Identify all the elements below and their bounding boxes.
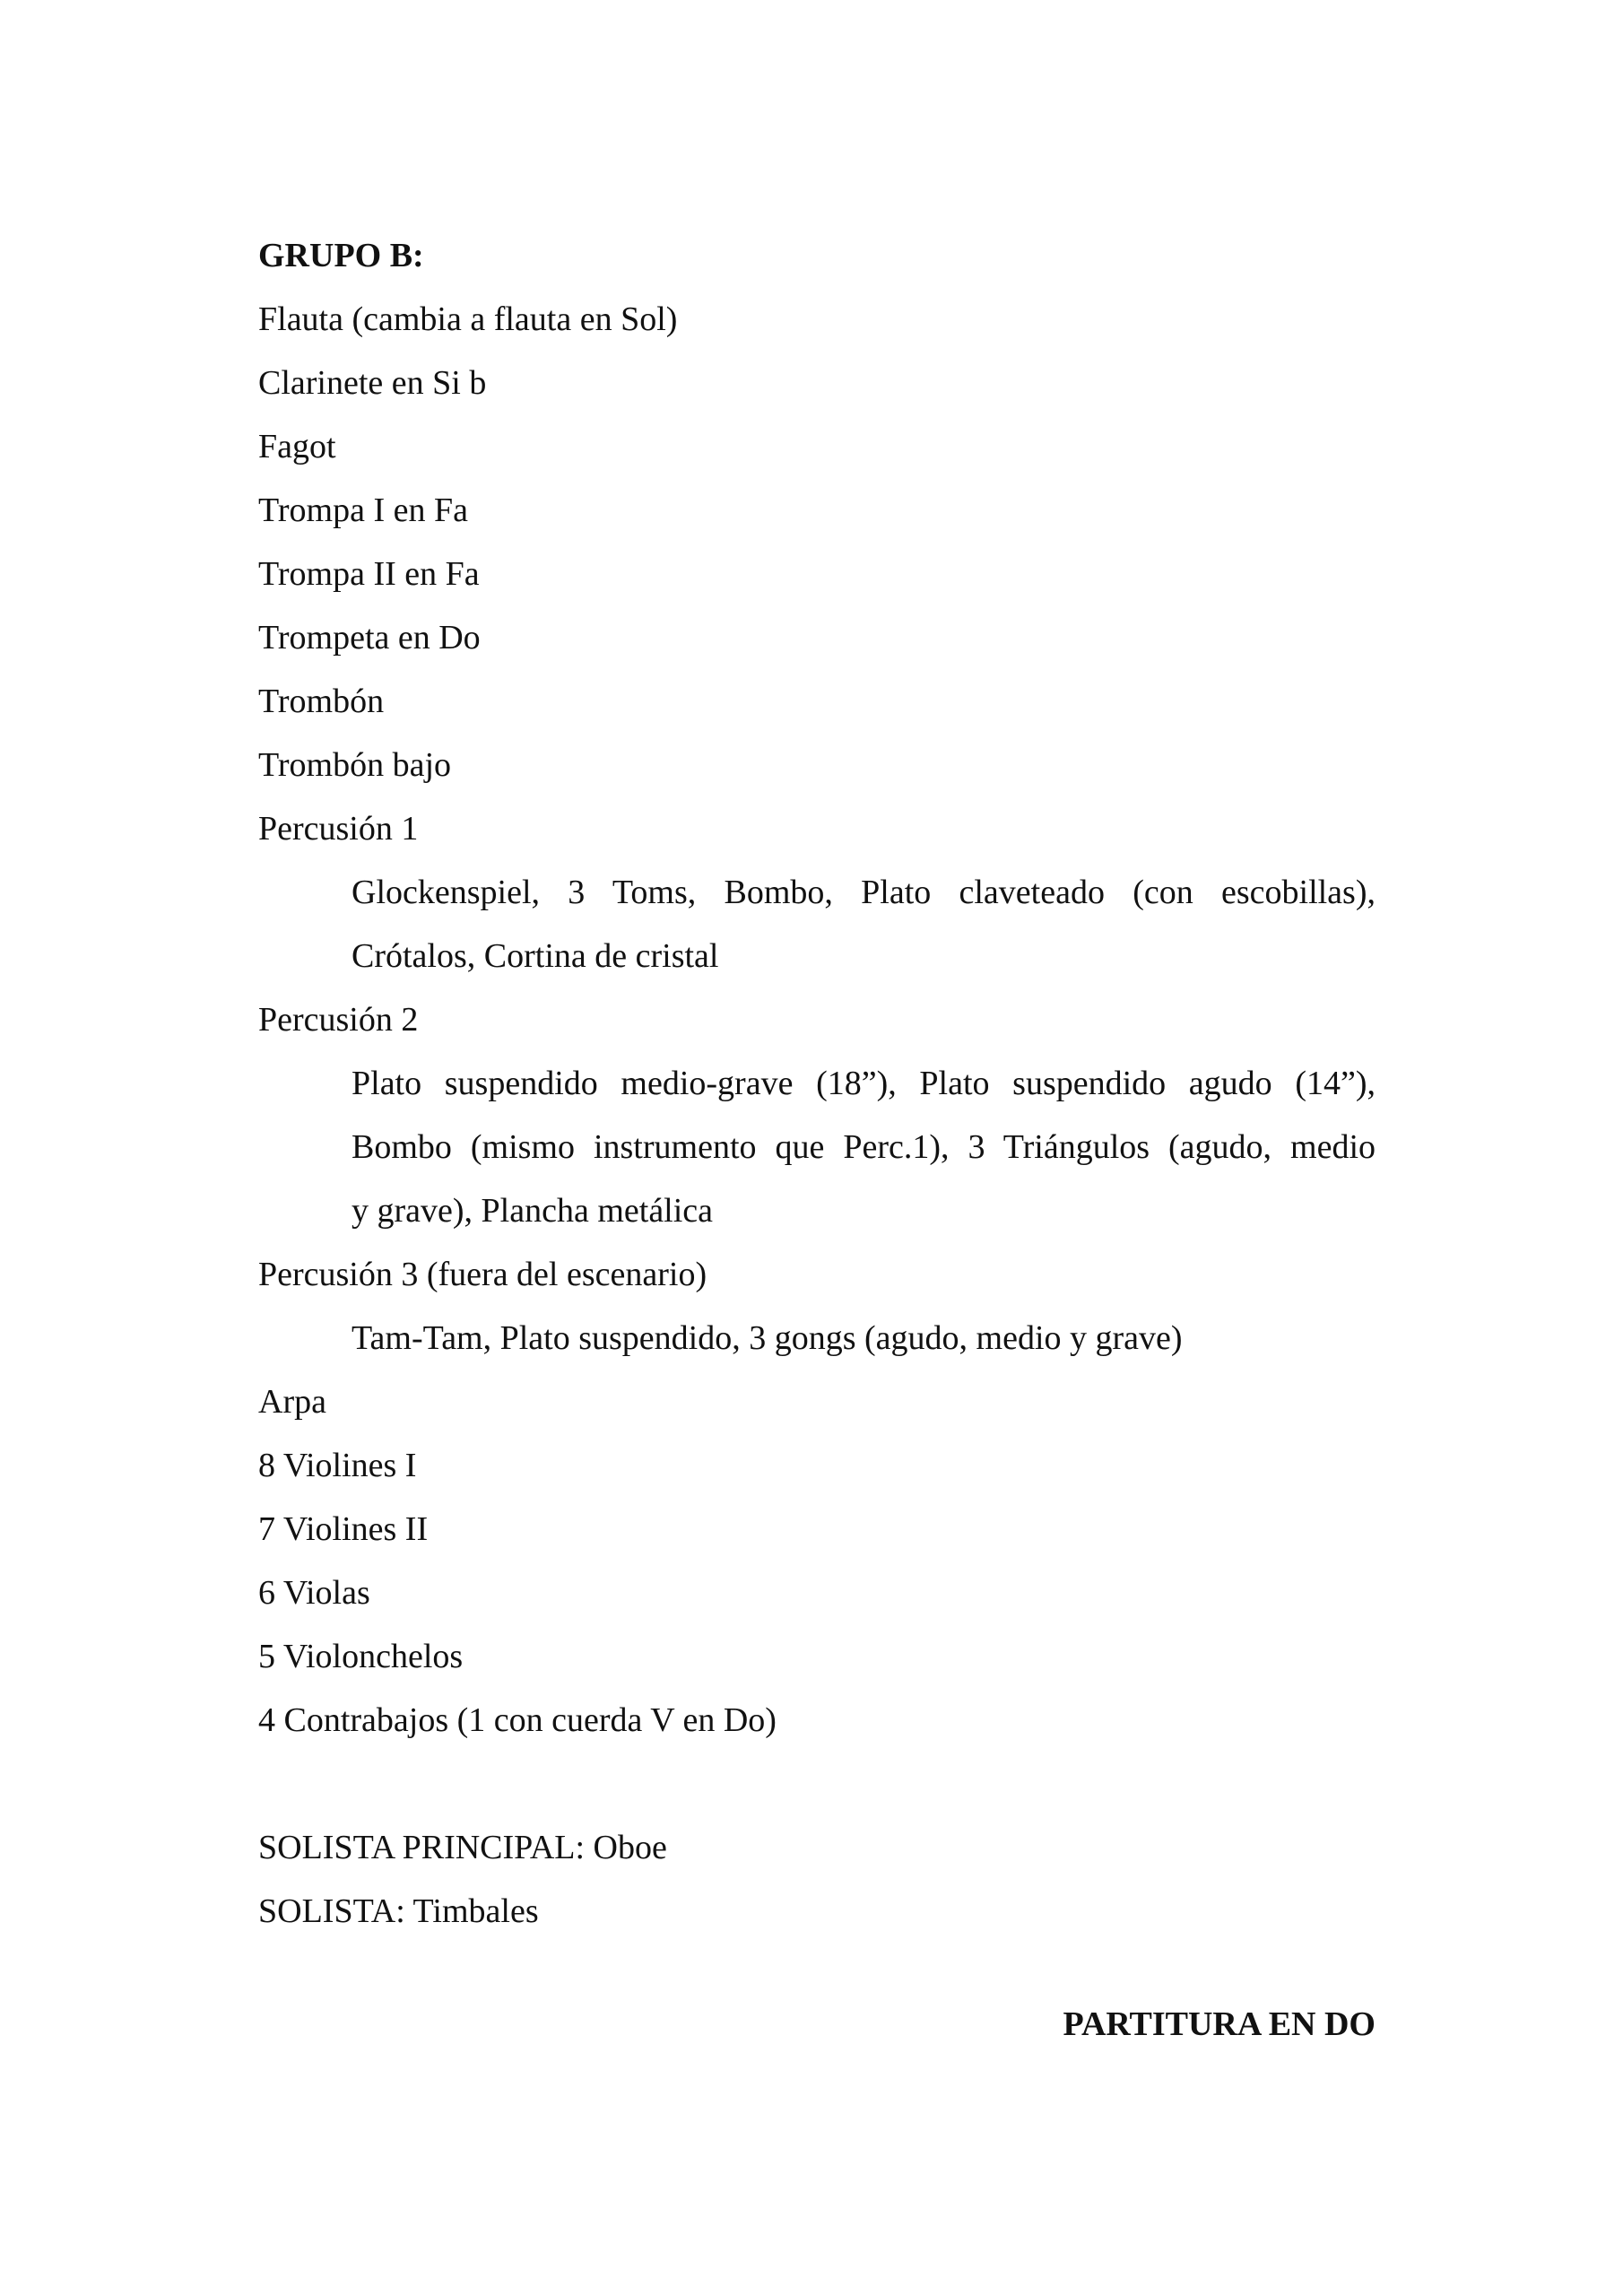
instrument-flauta: Flauta (cambia a flauta en Sol) [258, 300, 678, 338]
percussion-1-detail [352, 861, 1376, 988]
soloist-principal: SOLISTA PRINCIPAL: Oboe [258, 1829, 667, 1866]
percussion-2-detail [352, 1052, 1376, 1243]
spacer [258, 1752, 1376, 1816]
percussion-1-line-2: Crótalos, Cortina de cristal [352, 937, 719, 975]
instrument-violas: 6 Violas [258, 1574, 370, 1612]
percussion-3-line-1: Tam-Tam, Plato suspendido, 3 gongs (agudo, medio y grave) [352, 1319, 1183, 1357]
instrument-arpa: Arpa [258, 1383, 326, 1421]
percussion-3-detail [352, 1307, 1376, 1370]
instrument-violonchelos: 5 Violonchelos [258, 1638, 464, 1675]
instrument-clarinete: Clarinete en Si b [258, 364, 487, 402]
percussion-2-line-1: Plato suspendido medio-grave (18”), Plato suspendido agudo (14”), [352, 1065, 1376, 1102]
percussion-2-line-3: y grave), Plancha metálica [352, 1192, 714, 1230]
instrument-fagot: Fagot [258, 428, 336, 465]
percussion-1-title: Percusión 1 [258, 810, 419, 848]
soloist-timbales: SOLISTA: Timbales [258, 1892, 539, 1930]
score-note: PARTITURA EN DO [1063, 2005, 1376, 2043]
percussion-2-title: Percusión 2 [258, 1001, 419, 1039]
instrument-trompa-1: Trompa I en Fa [258, 491, 468, 529]
instrument-trompeta: Trompeta en Do [258, 619, 481, 657]
percussion-3-title: Percusión 3 (fuera del escenario) [258, 1256, 707, 1293]
percussion-1-line-1: Glockenspiel, 3 Toms, Bombo, Plato claveteado (con escobillas), [352, 874, 1376, 911]
instrument-violines-2: 7 Violines II [258, 1510, 429, 1548]
group-heading: GRUPO B: [258, 237, 424, 274]
instrument-trombon-bajo: Trombón bajo [258, 746, 452, 784]
instrument-trombon: Trombón [258, 683, 385, 720]
percussion-2-line-2: Bombo (mismo instrumento que Perc.1), 3 Triángulos (agudo, medio [352, 1128, 1376, 1166]
instrumentation-list [258, 224, 1376, 1944]
instrument-contrabajos: 4 Contrabajos (1 con cuerda V en Do) [258, 1701, 777, 1739]
instrument-trompa-2: Trompa II en Fa [258, 555, 480, 593]
instrument-violines-1: 8 Violines I [258, 1447, 417, 1484]
